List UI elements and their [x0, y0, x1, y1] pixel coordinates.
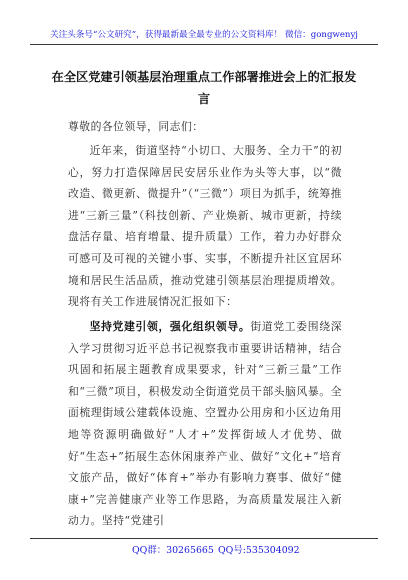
header-banner: 关注头条号“公文研究”，获得最新最全最专业的公文资料库！ 微信：gongwenyj	[50, 30, 358, 40]
paragraph-text: 街道党工委围绕深入学习贯彻习近平总书记视察我市重要讲话精神，结合巩固和拓展主题教育成果要求，针对“三新三量”工作和“三微”项目，积极发动全街道党员干部头脑风暴。全面梳理街域公建载体设施、空置办公用房和小区边角用地等资源明确做好“人才+”发挥街域人才优势、做好“生态+”拓展生态休闲康养产业、做好“文化+”培育文旅产品，做好“体育+”举办有影响力赛事、做好“健康+”完善健康产业等工作思路，为高质量发展注入新动力。坚持“党建引	[68, 320, 343, 528]
paragraph-text: 近年来，街道坚持“小切口、大服务、全力干”的初心，努力打造保障居民安居乐业作为头等大事，以“微改造、微更新、微提升”（“三微”）项目为抓手，统筹推进“三新三量”（科技创新、产业焕新、城市更新，持续盘活存量、培育增量、提升质量）工作，着力办好群众可感可及可视的关键小事、实事，不断提升社区宜居环境和居民生活品质，推动党建引领基层治理提质增效。现将有关工作进展情况汇报如下：	[68, 144, 342, 309]
footer-divider	[30, 538, 378, 539]
qq-number: QQ号:535304092	[218, 545, 300, 556]
salutation: 尊敬的各位领导，同志们：	[68, 120, 204, 133]
header-divider	[30, 44, 378, 45]
document-title: 在全区党建引领基层治理重点工作部署推进会上的汇报发言	[51, 70, 357, 106]
section-heading: 坚持党建引领，强化组织领导。	[89, 320, 251, 333]
paragraph-intro	[68, 140, 342, 313]
paragraph-section-1	[68, 316, 342, 532]
qq-group-number: QQ群：30265665	[132, 545, 214, 556]
